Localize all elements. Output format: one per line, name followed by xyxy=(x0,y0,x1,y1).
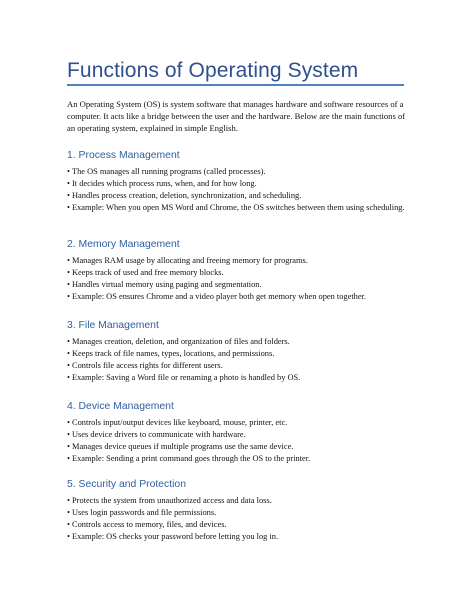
list-item-text: Manages RAM usage by allocating and freeing memory for programs. xyxy=(72,256,308,265)
section-list-device-management xyxy=(67,417,412,465)
list-item xyxy=(67,453,412,465)
list-item xyxy=(67,190,412,202)
section-heading-memory-management: 2. Memory Management xyxy=(67,239,180,250)
list-item-text: Example: Sending a print command goes through the OS to the printer. xyxy=(72,454,311,464)
list-item xyxy=(67,178,412,190)
bullet-icon: • xyxy=(67,268,70,278)
bullet-icon: • xyxy=(67,256,70,265)
list-item xyxy=(67,279,412,291)
list-item-text: Example: OS ensures Chrome and a video player both get memory when open together. xyxy=(72,292,366,302)
section-list-process-management xyxy=(67,166,412,214)
section-heading-device-management: 4. Device Management xyxy=(67,401,174,412)
list-item xyxy=(67,495,412,507)
bullet-icon: • xyxy=(67,280,70,290)
bullet-icon: • xyxy=(67,520,70,530)
list-item-text: Controls file access rights for different users. xyxy=(72,361,223,371)
bullet-icon: • xyxy=(67,532,70,542)
bullet-icon: • xyxy=(67,430,70,440)
list-item-text: Manages device queues if multiple programs use the same device. xyxy=(72,442,294,452)
section-list-security-and-protection xyxy=(67,495,412,543)
title-underline xyxy=(67,84,404,86)
list-item-text: Example: Saving a Word file or renaming a photo is handled by OS. xyxy=(72,373,301,383)
document-title: Functions of Operating System xyxy=(67,59,359,82)
list-item-text: Protects the system from unauthorized access and data loss. xyxy=(72,496,272,505)
bullet-icon: • xyxy=(67,442,70,452)
bullet-icon: • xyxy=(67,349,70,359)
list-item xyxy=(67,372,412,384)
list-item-text: Example: OS checks your password before letting you log in. xyxy=(72,532,279,542)
section-heading-security-and-protection: 5. Security and Protection xyxy=(67,479,186,490)
list-item-text: Keeps track of used and free memory blocks. xyxy=(72,268,224,278)
list-item-text: Uses device drivers to communicate with hardware. xyxy=(72,430,246,440)
list-item xyxy=(67,202,412,214)
list-item-text: Example: When you open MS Word and Chrome, the OS switches between them using scheduling. xyxy=(72,203,405,213)
bullet-icon: • xyxy=(67,203,70,213)
list-item xyxy=(67,519,412,531)
list-item-text: Handles process creation, deletion, synchronization, and scheduling. xyxy=(72,191,302,201)
list-item-text: It decides which process runs, when, and for how long. xyxy=(72,179,257,189)
list-item xyxy=(67,348,412,360)
list-item xyxy=(67,255,412,267)
section-heading-process-management: 1. Process Management xyxy=(67,150,180,161)
list-item-text: Uses login passwords and file permissions. xyxy=(72,508,217,518)
section-list-file-management xyxy=(67,336,412,384)
list-item xyxy=(67,267,412,279)
bullet-icon: • xyxy=(67,179,70,189)
bullet-icon: • xyxy=(67,292,70,302)
bullet-icon: • xyxy=(67,454,70,464)
list-item-text: Controls input/output devices like keyboard, mouse, printer, etc. xyxy=(72,418,288,427)
section-heading-file-management: 3. File Management xyxy=(67,320,159,331)
bullet-icon: • xyxy=(67,167,70,176)
list-item xyxy=(67,507,412,519)
section-list-memory-management xyxy=(67,255,412,303)
bullet-icon: • xyxy=(67,418,70,427)
bullet-icon: • xyxy=(67,508,70,518)
intro-paragraph: An Operating System (OS) is system software that manages hardware and software resources of a computer. It acts like a bridge between the user and the hardware. Below are the main functions of an operating system, explained in simple English. xyxy=(67,99,406,134)
bullet-icon: • xyxy=(67,337,70,346)
bullet-icon: • xyxy=(67,361,70,371)
list-item-text: Handles virtual memory using paging and segmentation. xyxy=(72,280,262,290)
list-item xyxy=(67,531,412,543)
list-item-text: Keeps track of file names, types, locations, and permissions. xyxy=(72,349,275,359)
list-item xyxy=(67,441,412,453)
list-item xyxy=(67,291,412,303)
bullet-icon: • xyxy=(67,496,70,505)
list-item xyxy=(67,166,412,178)
bullet-icon: • xyxy=(67,373,70,383)
list-item-text: The OS manages all running programs (called processes). xyxy=(72,167,266,176)
list-item xyxy=(67,429,412,441)
list-item xyxy=(67,417,412,429)
list-item-text: Controls access to memory, files, and devices. xyxy=(72,520,227,530)
list-item xyxy=(67,360,412,372)
bullet-icon: • xyxy=(67,191,70,201)
list-item-text: Manages creation, deletion, and organization of files and folders. xyxy=(72,337,290,346)
list-item xyxy=(67,336,412,348)
